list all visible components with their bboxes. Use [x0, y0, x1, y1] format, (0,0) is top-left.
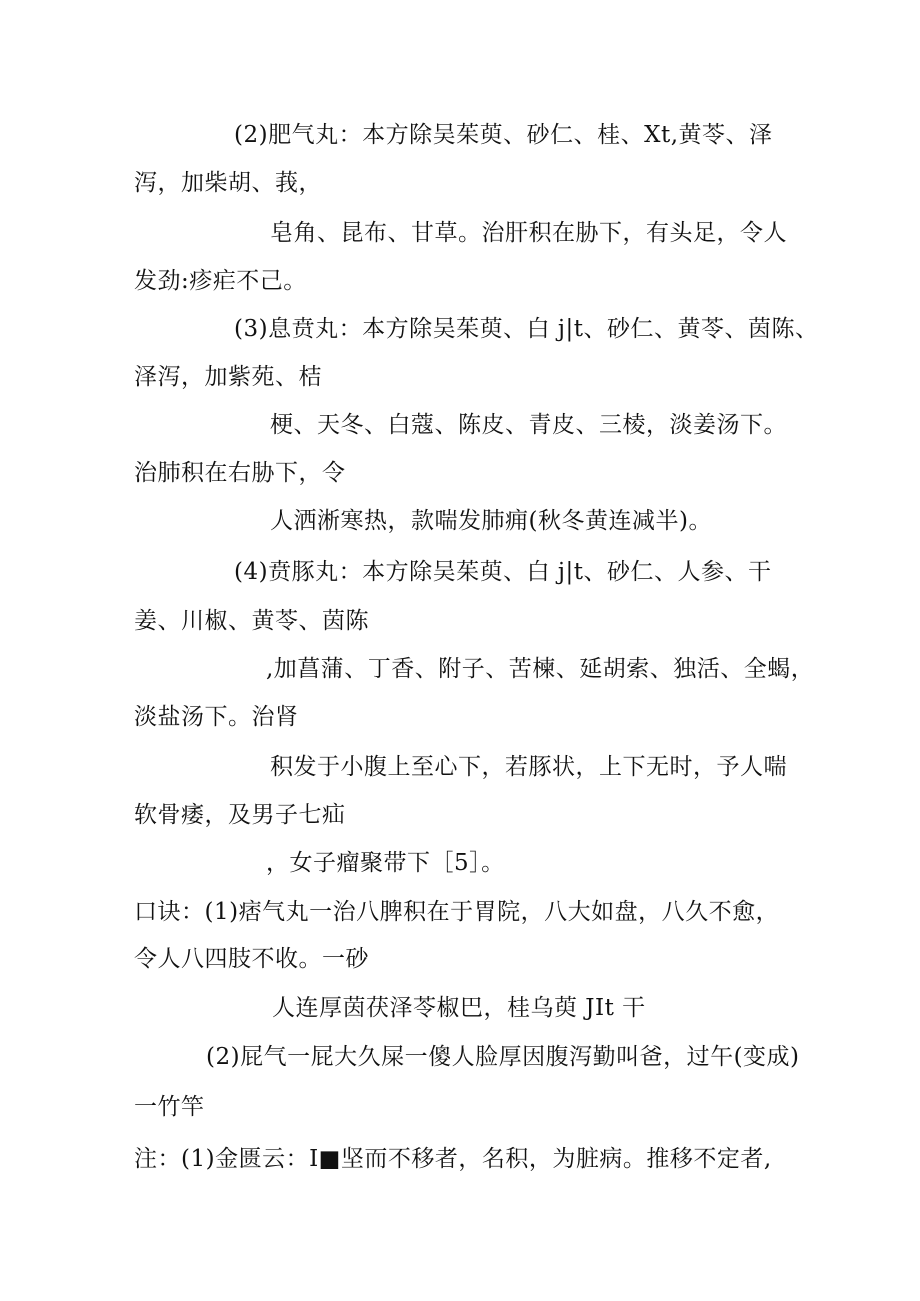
- text-line: 淡盐汤下。治肾: [134, 704, 299, 730]
- text-line: 口诀：(1)痞气丸一治八脾积在于胃院，八大如盘，八久不愈，: [134, 899, 780, 925]
- text-line: ,加菖蒲、丁香、附子、苦楝、延胡索、独活、全蝎，: [266, 656, 815, 682]
- text-line: 姜、川椒、黄苓、茵陈: [134, 608, 369, 634]
- text-line: 泽泻，加紫苑、桔: [134, 364, 322, 390]
- text-line: 积发于小腹上至心下，若豚状，上下无时，予人喘: [270, 754, 787, 780]
- text-line: 人连厚茵茯泽苓椒巴，桂乌萸 JIt 干: [272, 995, 646, 1021]
- text-line: 梗、天冬、白蔻、陈皮、青皮、三棱，淡姜汤下。: [270, 412, 787, 438]
- text-line: 发劲:疹疟不己。: [134, 268, 307, 294]
- text-line: (3)息贲丸：本方除吴茱萸、白 j|t、砂仁、黄苓、茵陈、: [234, 316, 819, 342]
- text-line: 一竹竿: [134, 1094, 205, 1120]
- text-line: 人洒淅寒热，款喘发肺痈(秋冬黄连减半)。: [270, 508, 712, 534]
- text-line: 泻，加柴胡、莪，: [134, 170, 322, 196]
- text-line: (2)肥气丸：本方除吴茱萸、砂仁、桂、Xt,黄苓、泽: [234, 122, 773, 148]
- text-line: (4)贲豚丸：本方除吴茱萸、白 j|t、砂仁、人参、干: [234, 559, 772, 585]
- text-line: 治肺积在右胁下，令: [134, 460, 346, 486]
- text-line: 皂角、昆布、甘草。治肝积在胁下，有头足，令人: [270, 220, 787, 246]
- text-line: (2)屁气一屁大久屎一傻人脸厚因腹泻勤叫爸，过午(变成): [206, 1044, 800, 1070]
- text-line: 注：(1)金匮云：I■坚而不移者，名积，为脏病。推移不定者,: [134, 1146, 772, 1172]
- text-line: ，女子瘤聚带下［5］。: [266, 850, 505, 876]
- text-line: 软骨痿，及男子七疝: [134, 802, 346, 828]
- text-line: 令人八四肢不收。一砂: [134, 946, 369, 972]
